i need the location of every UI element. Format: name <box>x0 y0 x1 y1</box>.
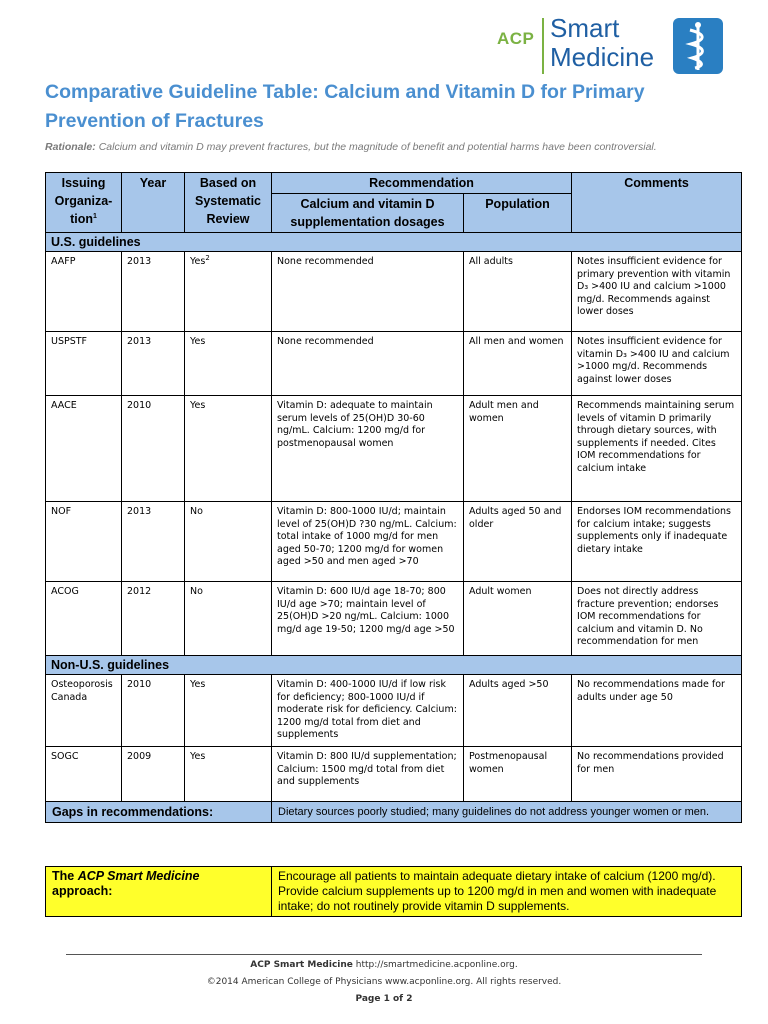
footer-divider <box>66 954 702 955</box>
cell-systematic-review: No <box>185 502 272 582</box>
logo-divider <box>542 18 544 74</box>
cell-population: All adults <box>464 252 572 332</box>
cell-comments: Endorses IOM recommendations for calcium intake; suggests supplements only if inadequate dietary intake <box>572 502 742 582</box>
cell-systematic-review: No <box>185 582 272 656</box>
cell-systematic-review: Yes <box>185 747 272 802</box>
cell-population: Adult men and women <box>464 396 572 502</box>
rationale-text: Calcium and vitamin D may prevent fractures, but the magnitude of benefit and potential harms have been controversial. <box>98 141 657 153</box>
cell-dosages: Vitamin D: 800 IU/d supplementation; Calcium: 1500 mg/d total from diet and supplements <box>272 747 464 802</box>
header-issuing-organization: Issuing Organiza-tion$^1$ <box>46 173 122 233</box>
cell-year: 2009 <box>122 747 185 802</box>
gaps-label: Gaps in recommendations: <box>46 802 272 823</box>
table-row <box>46 332 742 396</box>
header-dosages: Calcium and vitamin D supplementation dosages <box>272 194 464 233</box>
cell-systematic-review: Yes <box>185 332 272 396</box>
cell-year: 2012 <box>122 582 185 656</box>
cell-dosages: Vitamin D: 800-1000 IU/d; maintain level of 25(OH)D ?30 ng/mL. Calcium: total intake of 1000 mg/d for men aged 50-70; 1200 mg/d for women aged >50 and men aged >70 <box>272 502 464 582</box>
table-row <box>46 252 742 332</box>
cell-comments: Notes insufficient evidence for vitamin D₃ >400 IU and calcium >1000 mg/d. Recommends against lower doses <box>572 332 742 396</box>
approach-box <box>45 866 742 917</box>
footer-brand: ACP Smart Medicine <box>250 960 353 970</box>
table-row <box>46 502 742 582</box>
cell-dosages: Vitamin D: adequate to maintain serum levels of 25(OH)D 30-60 ng/mL. Calcium: 1200 mg/d for postmenopausal women <box>272 396 464 502</box>
logo-medicine-text: Medicine <box>550 42 655 72</box>
cell-population: All men and women <box>464 332 572 396</box>
header-systematic-review: Based on Systematic Review <box>185 173 272 233</box>
approach-suffix: approach: <box>52 884 113 898</box>
cell-organization: USPSTF <box>46 332 122 396</box>
cell-year: 2010 <box>122 675 185 747</box>
cell-year: 2013 <box>122 332 185 396</box>
cell-organization: Osteoporosis Canada <box>46 675 122 747</box>
header-population: Population <box>464 194 572 233</box>
approach-label: The ACP Smart Medicine approach: <box>46 867 272 917</box>
logo-smart-text: Smart <box>550 13 620 43</box>
cell-population: Adult women <box>464 582 572 656</box>
section-non-us-guidelines <box>46 656 742 675</box>
cell-comments: Notes insufficient evidence for primary prevention with vitamin D₃ >400 IU and calcium >1000 mg/d. Recommends against lower doses <box>572 252 742 332</box>
table-row <box>46 396 742 502</box>
cell-population: Adults aged >50 <box>464 675 572 747</box>
footnote-marker: 2 <box>205 253 210 262</box>
footer-copyright: ©2014 American College of Physicians www.acponline.org. All rights reserved. <box>206 977 562 987</box>
cell-comments: No recommendations made for adults under age 50 <box>572 675 742 747</box>
cell-organization: AAFP <box>46 252 122 332</box>
acp-smart-medicine-logo <box>497 13 737 78</box>
cell-organization: AACE <box>46 396 122 502</box>
cell-organization: NOF <box>46 502 122 582</box>
approach-brand: ACP Smart Medicine <box>77 869 200 883</box>
approach-text: Encourage all patients to maintain adequate dietary intake of calcium (1200 mg/d). Provide calcium supplements up to 1200 mg/d in men and women with inadequate intake; do not routinely provide vitamin D supplements. <box>272 867 742 917</box>
cell-population: Adults aged 50 and older <box>464 502 572 582</box>
cell-year: 2013 <box>122 252 185 332</box>
cell-dosages: Vitamin D: 600 IU/d age 18-70; 800 IU/d age >70; maintain level of 25(OH)D >20 ng/mL. Calcium: 1000 mg/d age 19-50; 1200 mg/d age >50 <box>272 582 464 656</box>
cell-year: 2013 <box>122 502 185 582</box>
footer-url[interactable]: http://smartmedicine.acponline.org. <box>355 960 518 970</box>
cell-population: Postmenopausal women <box>464 747 572 802</box>
gaps-row <box>46 802 742 823</box>
guideline-table <box>45 172 742 823</box>
rationale-label: Rationale: <box>45 141 96 153</box>
section-us-guidelines <box>46 233 742 252</box>
section-heading: Non-U.S. guidelines <box>46 656 742 675</box>
cell-organization: ACOG <box>46 582 122 656</box>
table-row <box>46 747 742 802</box>
cell-systematic-review: Yes$^2$ <box>185 252 272 332</box>
table-row <box>46 675 742 747</box>
cell-dosages: Vitamin D: 400-1000 IU/d if low risk for deficiency; 800-1000 IU/d if moderate risk for deficiency. Calcium: 1200 mg/d total from diet and supplements <box>272 675 464 747</box>
page-title: Comparative Guideline Table: Calcium and Vitamin D for Primary Prevention of Fractures <box>45 81 645 132</box>
cell-dosages: None recommended <box>272 252 464 332</box>
table-row <box>46 582 742 656</box>
logo-wordmark <box>550 14 654 72</box>
cell-organization: SOGC <box>46 747 122 802</box>
gaps-text: Dietary sources poorly studied; many guidelines do not address younger women or men. <box>272 802 742 823</box>
logo-acp-text: ACP <box>497 29 535 48</box>
header-comments: Comments <box>572 173 742 233</box>
caduceus-icon <box>673 18 723 74</box>
cell-dosages: None recommended <box>272 332 464 396</box>
footer-page-number: Page 1 of 2 <box>355 994 413 1004</box>
cell-systematic-review: Yes <box>185 396 272 502</box>
rationale <box>45 141 745 153</box>
cell-comments: No recommendations provided for men <box>572 747 742 802</box>
cell-comments: Does not directly address fracture prevention; endorses IOM recommendations for calcium and vitamin D. No recommendation for men <box>572 582 742 656</box>
header-year: Year <box>122 173 185 233</box>
footer-brand-line <box>0 960 768 970</box>
header-recommendation: Recommendation <box>272 173 572 194</box>
cell-comments: Recommends maintaining serum levels of vitamin D primarily through dietary sources, with supplements if needed. Cites IOM recommendations for calcium intake <box>572 396 742 502</box>
cell-systematic-review: Yes <box>185 675 272 747</box>
cell-year: 2010 <box>122 396 185 502</box>
section-heading: U.S. guidelines <box>46 233 742 252</box>
